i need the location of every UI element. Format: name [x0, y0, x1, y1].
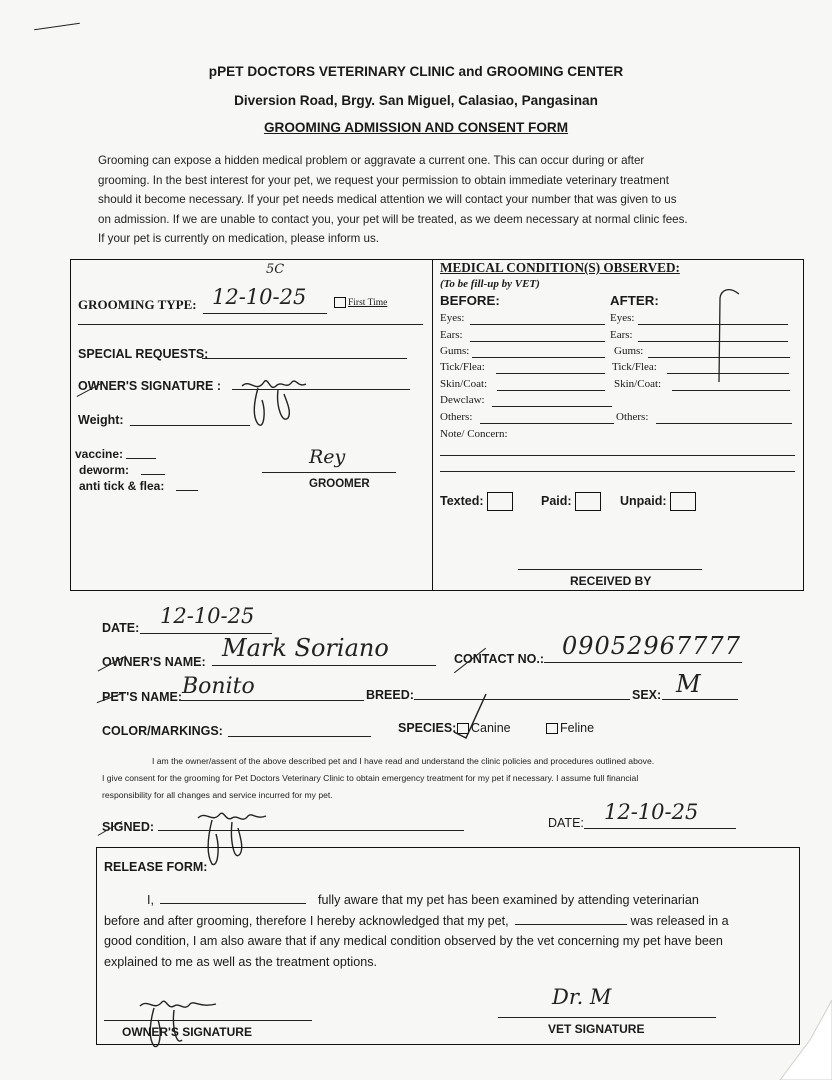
- before-tickflea-label: Tick/Flea:: [440, 361, 485, 373]
- grooming-note: 5C: [266, 262, 285, 277]
- texted-label: Texted:: [440, 493, 484, 508]
- sex-value[interactable]: M: [676, 670, 701, 698]
- before-others-line[interactable]: [480, 423, 614, 424]
- before-ears-label: Ears:: [440, 329, 463, 341]
- consent-line: responsibility for all changes and service incurred for my pet.: [102, 790, 333, 800]
- consent-text: [102, 753, 762, 804]
- grooming-type-label: GROOMING TYPE:: [78, 297, 197, 312]
- paid-checkbox[interactable]: [575, 492, 601, 511]
- color-markings-label: COLOR/MARKINGS:: [102, 724, 223, 738]
- note-line-1[interactable]: [440, 455, 795, 456]
- folded-corner: [770, 1000, 832, 1080]
- deworm-label: deworm:: [79, 463, 130, 477]
- consent-date-value[interactable]: 12-10-25: [604, 800, 699, 824]
- pet-name-line[interactable]: [180, 700, 364, 701]
- weight-line[interactable]: [130, 425, 250, 426]
- antitick-line[interactable]: [176, 490, 198, 491]
- clinic-address: Diversion Road, Brgy. San Miguel, Calasiao, Pangasinan: [234, 93, 598, 108]
- sex-line[interactable]: [662, 699, 738, 700]
- owner-signature-scribble: [236, 372, 326, 432]
- paid-label: Paid:: [541, 493, 572, 508]
- after-others-line[interactable]: [656, 423, 792, 424]
- unpaid-option[interactable]: [620, 492, 696, 511]
- vet-signature-label: VET SIGNATURE: [548, 1022, 645, 1036]
- medical-subtitle: (To be fill-up by VET): [440, 278, 540, 290]
- after-skincoat-label: Skin/Coat:: [614, 378, 662, 390]
- first-time-option[interactable]: [334, 297, 387, 308]
- before-dewclaw-line[interactable]: [492, 406, 612, 407]
- release-line-2: [104, 911, 794, 932]
- intro-line: Grooming can expose a hidden medical problem or aggravate a current one. This can occur during or after: [98, 154, 645, 167]
- release-line-1: [104, 890, 794, 911]
- release-line-4: explained to me as well as the treatment options.: [104, 954, 378, 969]
- vaccine-label: vaccine:: [75, 447, 124, 461]
- feline-option[interactable]: [546, 721, 594, 735]
- medical-title: MEDICAL CONDITION(S) OBSERVED:: [440, 260, 680, 275]
- after-others-label: Others:: [616, 411, 649, 423]
- release-name-line[interactable]: [160, 891, 306, 904]
- intro-line: on admission. If we are unable to contact you, your pet will be treated, as we deem necessary at normal clinic fees.: [98, 212, 688, 226]
- form-title: GROOMING ADMISSION AND CONSENT FORM: [263, 120, 569, 135]
- grooming-type-line: [203, 313, 327, 314]
- special-requests-line[interactable]: [202, 358, 407, 359]
- release-line-2-end: was released in a: [630, 913, 729, 928]
- groomer-line[interactable]: [262, 472, 396, 473]
- date-value[interactable]: 12-10-25: [160, 604, 255, 628]
- paid-option[interactable]: [541, 492, 601, 511]
- unpaid-label: Unpaid:: [620, 493, 667, 508]
- release-i-label: I,: [147, 893, 154, 907]
- after-skincoat-line[interactable]: [672, 390, 790, 391]
- vet-signature-line[interactable]: [498, 1017, 716, 1018]
- note-line-2[interactable]: [440, 471, 795, 472]
- contact-label: CONTACT NO.:: [454, 652, 545, 666]
- feline-label: Feline: [560, 721, 595, 735]
- texted-option[interactable]: [440, 492, 513, 511]
- pet-name-label: PET'S NAME:: [102, 690, 183, 704]
- vaccine-line[interactable]: [126, 458, 156, 459]
- after-gums-label: Gums:: [614, 345, 644, 357]
- before-others-label: Others:: [440, 411, 473, 423]
- after-label: AFTER:: [610, 293, 659, 308]
- after-pen-mark: [713, 284, 743, 384]
- groomer-signature: Rey: [309, 446, 346, 468]
- release-text: [104, 890, 794, 972]
- release-line-1-text: fully aware that my pet has been examined by attending veterinarian: [318, 893, 699, 907]
- weight-label: Weight:: [78, 413, 124, 427]
- intro-paragraph: [98, 151, 748, 249]
- consent-line: I am the owner/assent of the above described pet and I have read and understand the clinic policies and procedures outlined above.: [152, 756, 655, 766]
- first-time-checkbox[interactable]: [334, 297, 346, 308]
- before-tickflea-line[interactable]: [496, 373, 605, 374]
- before-dewclaw-label: Dewclaw:: [440, 394, 485, 406]
- sex-label: SEX:: [632, 688, 662, 702]
- intro-line: If your pet is currently on medication, please inform us.: [98, 232, 379, 246]
- received-by-line[interactable]: [518, 569, 702, 570]
- vet-signature-value: Dr. M: [552, 985, 612, 1009]
- owner-name-label: OWNER'S NAME:: [102, 655, 206, 669]
- owner-name-value[interactable]: Mark Soriano: [222, 634, 389, 662]
- consent-date-line[interactable]: [584, 828, 736, 829]
- consent-date-label: DATE:: [548, 816, 584, 830]
- release-pet-line[interactable]: [515, 912, 627, 925]
- deworm-line[interactable]: [141, 474, 165, 475]
- release-owner-signature-scribble: [136, 996, 226, 1052]
- after-ears-label: Ears:: [610, 329, 633, 341]
- intro-line: should it become necessary. If your pet needs medical attention we will contact your number that was given to us: [98, 193, 677, 207]
- release-owner-signature-label: OWNER'S SIGNATURE: [122, 1025, 252, 1039]
- species-label: SPECIES:: [398, 721, 457, 735]
- stray-mark: [34, 23, 80, 30]
- received-by-label: RECEIVED BY: [570, 574, 652, 588]
- contact-line[interactable]: [544, 662, 742, 663]
- after-tickflea-label: Tick/Flea:: [612, 361, 657, 373]
- before-skincoat-line[interactable]: [497, 390, 605, 391]
- contact-value[interactable]: 09052967777: [562, 632, 741, 660]
- consent-line: I give consent for the grooming for Pet Doctors Veterinary Clinic to obtain emergency treatment for my pet if necessary. I assume full financial: [102, 773, 639, 783]
- antitick-label: anti tick & flea:: [79, 479, 165, 493]
- after-eyes-label: Eyes:: [610, 312, 635, 324]
- clinic-name: pPET DOCTORS VETERINARY CLINIC and GROOMING CENTER: [208, 64, 624, 79]
- release-owner-signature-line[interactable]: [104, 1020, 312, 1021]
- owner-signature-label: OWNER'S SIGNATURE :: [78, 379, 222, 393]
- before-gums-label: Gums:: [440, 345, 470, 357]
- before-eyes-line[interactable]: [470, 324, 605, 325]
- before-gums-line[interactable]: [472, 357, 605, 358]
- signed-label: SIGNED:: [102, 820, 155, 834]
- special-requests-label: SPECIAL REQUESTS:: [78, 347, 209, 361]
- before-eyes-label: Eyes:: [440, 312, 465, 324]
- canine-label: Canine: [471, 721, 511, 735]
- color-markings-line[interactable]: [228, 736, 371, 737]
- grooming-type-value[interactable]: 12-10-25: [212, 285, 307, 309]
- texted-checkbox[interactable]: [487, 492, 513, 511]
- breed-label: BREED:: [366, 688, 414, 702]
- canine-check-mark: [452, 690, 492, 740]
- before-ears-line[interactable]: [470, 341, 605, 342]
- release-line-2-text: before and after grooming, therefore I hereby acknowledged that my pet,: [104, 913, 509, 928]
- before-skincoat-label: Skin/Coat:: [440, 378, 488, 390]
- box-divider: [432, 260, 433, 590]
- release-title: RELEASE FORM:: [104, 860, 208, 874]
- release-line-3: good condition, I am also aware that if any medical condition observed by the vet concerning my pet have been: [104, 934, 723, 948]
- date-label: DATE:: [102, 621, 140, 635]
- groomer-label: GROOMER: [309, 478, 370, 490]
- grooming-extra-line: [78, 324, 423, 325]
- unpaid-checkbox[interactable]: [670, 492, 696, 511]
- breed-line[interactable]: [414, 699, 630, 700]
- owner-name-line[interactable]: [212, 665, 436, 666]
- first-time-label: First Time: [348, 298, 388, 309]
- feline-checkbox[interactable]: [546, 723, 558, 734]
- pet-name-value[interactable]: Bonito: [182, 674, 255, 699]
- before-label: BEFORE:: [440, 293, 500, 308]
- note-concern-label: Note/ Concern:: [440, 428, 508, 440]
- intro-line: grooming. In the best interest for your pet, we request your permission to obtain immediate veterinary treatment: [98, 173, 669, 187]
